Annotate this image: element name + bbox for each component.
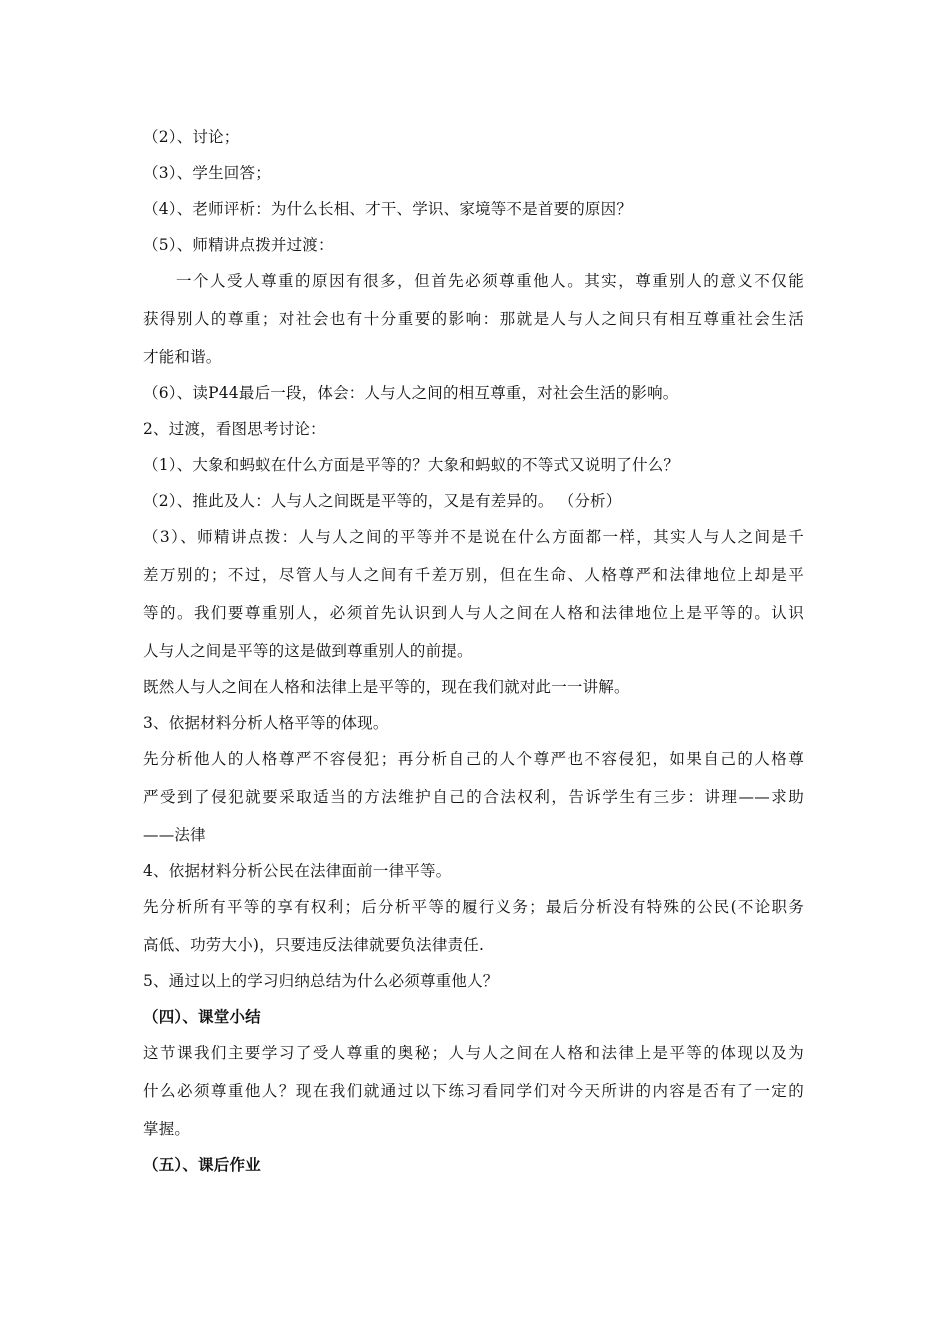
text-line: 才能和谐。	[143, 348, 222, 366]
text-line: （3）、学生回答；	[143, 164, 271, 182]
text-line: （6）、读P44最后一段，体会：人与人之间的相互尊重，对社会生活的影响。	[143, 384, 679, 402]
text-line: 3、依据材料分析人格平等的体现。	[143, 714, 389, 732]
text-line: 先分析所有平等的享有权利；后分析平等的履行义务；最后分析没有特殊的公民(不论职务	[143, 898, 804, 916]
text-line: 一个人受人尊重的原因有很多，但首先必须尊重他人。其实，尊重别人的意义不仅能	[176, 272, 804, 290]
text-line: 既然人与人之间在人格和法律上是平等的，现在我们就对此一一讲解。	[143, 678, 630, 696]
section-heading: （四）、课堂小结	[143, 1008, 261, 1026]
text-line: 5、通过以上的学习归纳总结为什么必须尊重他人？	[143, 972, 499, 990]
text-line: 2、过渡，看图思考讨论：	[143, 420, 326, 438]
text-line: 人与人之间是平等的这是做到尊重别人的前提。	[143, 642, 473, 660]
text-line: 差万别的；不过，尽管人与人之间有千差万别，但在生命、人格尊严和法律地位上却是平	[143, 566, 804, 584]
text-line: 高低、功劳大小)，只要违反法律就要负法律责任.	[143, 936, 485, 954]
text-line: （3）、师精讲点拨：人与人之间的平等并不是说在什么方面都一样，其实人与人之间是千	[143, 528, 804, 546]
text-line: 什么必须尊重他人？现在我们就通过以下练习看同学们对今天所讲的内容是否有了一定的	[143, 1082, 804, 1100]
section-heading: （五）、课后作业	[143, 1156, 261, 1174]
text-line: （1）、大象和蚂蚁在什么方面是平等的？大象和蚂蚁的不等式又说明了什么？	[143, 456, 680, 474]
text-line: 掌握。	[143, 1120, 191, 1138]
text-line: （2）、推此及人：人与人之间既是平等的，又是有差异的。 （分析）	[143, 492, 622, 510]
text-line: （5）、师精讲点拨并过渡：	[143, 236, 334, 254]
text-line: ——法律	[143, 826, 206, 844]
text-line: （2）、讨论；	[143, 128, 240, 146]
text-line: 先分析他人的人格尊严不容侵犯；再分析自己的人个尊严也不容侵犯，如果自己的人格尊	[143, 750, 804, 768]
text-line: 4、依据材料分析公民在法律面前一律平等。	[143, 862, 452, 880]
text-line: 严受到了侵犯就要采取适当的方法维护自己的合法权利，告诉学生有三步：讲理——求助	[143, 788, 804, 806]
text-line: 等的。我们要尊重别人，必须首先认识到人与人之间在人格和法律地位上是平等的。认识	[143, 604, 804, 622]
text-line: 获得别人的尊重；对社会也有十分重要的影响：那就是人与人之间只有相互尊重社会生活	[143, 310, 804, 328]
text-line: 这节课我们主要学习了受人尊重的奥秘；人与人之间在人格和法律上是平等的体现以及为	[143, 1044, 804, 1062]
text-line: （4）、老师评析：为什么长相、才干、学识、家境等不是首要的原因？	[143, 200, 633, 218]
